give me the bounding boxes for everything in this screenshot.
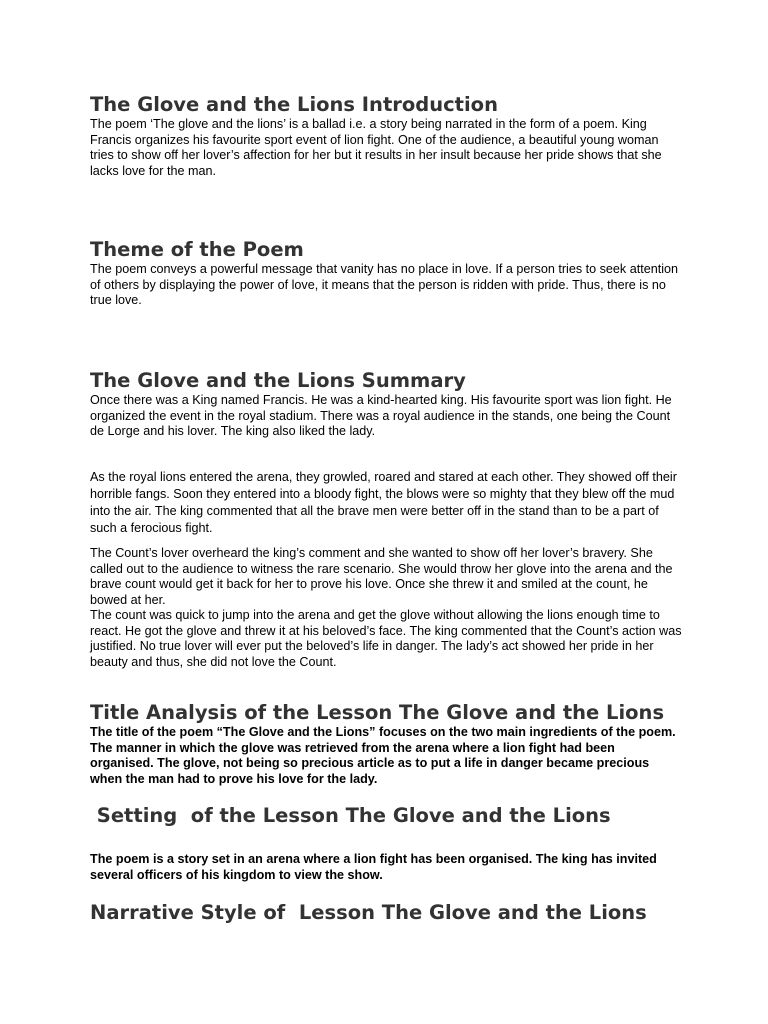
- section-paragraph: The poem ‘The glove and the lions’ is a ballad i.e. a story being narrated in the form of a poem. King Francis organizes his favourite sport event of lion fight. One of the audience, a beautiful young woman tries to show off her lover’s affection for her but it results in her insult because her pride shows that she lacks love for the man.: [90, 117, 662, 178]
- section-narrative-style: [90, 901, 682, 925]
- section-heading: Narrative Style of Lesson The Glove and the Lions: [90, 901, 647, 924]
- section-theme: [90, 238, 682, 309]
- section-heading: Title Analysis of the Lesson The Glove and the Lions: [90, 701, 665, 724]
- section-setting: [90, 804, 682, 828]
- section-paragraph: The Count’s lover overheard the king’s comment and she wanted to show off her lover’s bravery. She called out to the audience to witness the rare scenario. She would throw her glove into the arena and the brave count would get it back for her to prove his love. Once she threw it and smiled at the count, he bowed at her.: [90, 546, 673, 607]
- section-heading: The Glove and the Lions Summary: [90, 369, 466, 392]
- section-summary-continued-2: [90, 546, 682, 670]
- section-paragraph: The count was quick to jump into the arena and get the glove without allowing the lions enough time to react. He got the glove and threw it at his beloved’s face. The king commented that the Count’s action was justified. No true lover will ever put the beloved’s life in danger. The lady’s act showed her pride in her beauty and thus, she did not love the Count.: [90, 608, 682, 669]
- section-paragraph: The title of the poem “The Glove and the Lions” focuses on the two main ingredients of the poem. The manner in which the glove was retrieved from the arena where a lion fight had been organised. The glove, not being so precious article as to put a life in danger became precious when the man had to prove his love for the lady.: [90, 725, 676, 786]
- section-introduction: [90, 93, 682, 179]
- section-paragraph: The poem conveys a powerful message that vanity has no place in love. If a person tries to seek attention of others by displaying the power of love, it means that the person is ridden with pride. Thus, there is no true love.: [90, 262, 679, 307]
- section-summary: [90, 369, 682, 440]
- section-heading: Theme of the Poem: [90, 238, 304, 261]
- section-heading: The Glove and the Lions Introduction: [90, 93, 498, 116]
- section-paragraph: As the royal lions entered the arena, they growled, roared and stared at each other. They showed off their horrible fangs. Soon they entered into a bloody fight, the blows were so mighty that they blew off the mud into the air. The king commented that all the brave men were better off in the stand than to be a part of such a ferocious fight.: [90, 470, 677, 535]
- section-paragraph: Once there was a King named Francis. He was a kind-hearted king. His favourite sport was lion fight. He organized the event in the royal stadium. There was a royal audience in the stands, one being the Count de Lorge and his lover. The king also liked the lady.: [90, 393, 672, 438]
- section-paragraph: The poem is a story set in an arena where a lion fight has been organised. The king has invited several officers of his kingdom to view the show.: [90, 852, 657, 882]
- section-title-analysis: [90, 701, 682, 787]
- section-heading: Setting of the Lesson The Glove and the Lions: [90, 804, 611, 827]
- section-summary-continued: [90, 469, 682, 537]
- section-setting-body: [90, 852, 682, 883]
